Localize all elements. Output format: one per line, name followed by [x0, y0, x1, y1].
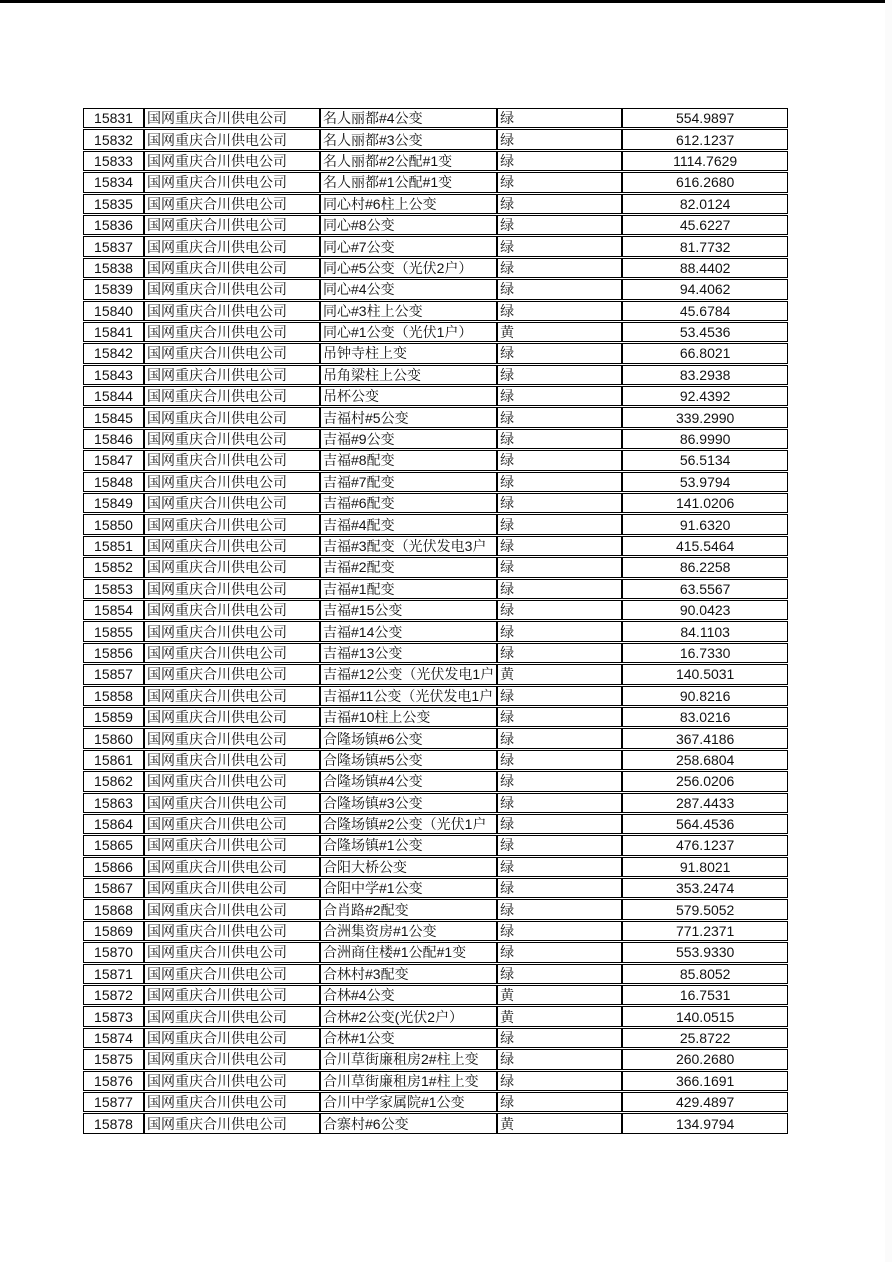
cell-row_id: 15878 — [83, 1113, 144, 1133]
cell-value: 83.2938 — [622, 365, 788, 385]
cell-company: 国网重庆合川供电公司 — [144, 1113, 320, 1133]
cell-company: 国网重庆合川供电公司 — [144, 835, 320, 855]
cell-row_id: 15873 — [83, 1006, 144, 1026]
cell-company: 国网重庆合川供电公司 — [144, 172, 320, 192]
cell-company: 国网重庆合川供电公司 — [144, 899, 320, 919]
cell-status: 绿 — [497, 557, 622, 577]
cell-company: 国网重庆合川供电公司 — [144, 728, 320, 748]
cell-device: 吉福#10柱上公变 — [320, 707, 497, 727]
cell-status: 绿 — [497, 707, 622, 727]
cell-status: 绿 — [497, 878, 622, 898]
cell-status: 绿 — [497, 686, 622, 706]
cell-value: 612.1237 — [622, 129, 788, 149]
cell-status: 绿 — [497, 942, 622, 962]
cell-row_id: 15866 — [83, 857, 144, 877]
cell-row_id: 15838 — [83, 258, 144, 278]
cell-status: 绿 — [497, 1092, 622, 1112]
cell-company: 国网重庆合川供电公司 — [144, 1028, 320, 1048]
cell-company: 国网重庆合川供电公司 — [144, 236, 320, 256]
cell-value: 260.2680 — [622, 1049, 788, 1069]
cell-status: 黄 — [497, 1113, 622, 1133]
cell-row_id: 15848 — [83, 472, 144, 492]
cell-value: 564.4536 — [622, 814, 788, 834]
cell-status: 绿 — [497, 301, 622, 321]
cell-value: 66.8021 — [622, 343, 788, 363]
cell-status: 绿 — [497, 450, 622, 470]
cell-row_id: 15849 — [83, 493, 144, 513]
cell-company: 国网重庆合川供电公司 — [144, 536, 320, 556]
cell-row_id: 15852 — [83, 557, 144, 577]
table-row — [83, 365, 788, 385]
cell-device: 吉福#3配变（光伏发电3户 — [320, 536, 497, 556]
cell-company: 国网重庆合川供电公司 — [144, 707, 320, 727]
cell-value: 256.0206 — [622, 771, 788, 791]
table-row — [83, 129, 788, 149]
cell-status: 绿 — [497, 728, 622, 748]
cell-device: 合林#4公变 — [320, 985, 497, 1005]
cell-row_id: 15834 — [83, 172, 144, 192]
cell-value: 91.8021 — [622, 857, 788, 877]
cell-row_id: 15867 — [83, 878, 144, 898]
cell-row_id: 15861 — [83, 750, 144, 770]
cell-company: 国网重庆合川供电公司 — [144, 514, 320, 534]
table-row — [83, 793, 788, 813]
cell-device: 吊杯公变 — [320, 386, 497, 406]
cell-device: 合隆场镇#3公变 — [320, 793, 497, 813]
cell-company: 国网重庆合川供电公司 — [144, 194, 320, 214]
cell-value: 83.0216 — [622, 707, 788, 727]
table-row — [83, 407, 788, 427]
cell-status: 绿 — [497, 921, 622, 941]
cell-status: 黄 — [497, 1006, 622, 1026]
cell-device: 合阳大桥公变 — [320, 857, 497, 877]
cell-company: 国网重庆合川供电公司 — [144, 878, 320, 898]
cell-row_id: 15839 — [83, 279, 144, 299]
cell-device: 合洲商住楼#1公配#1变 — [320, 942, 497, 962]
cell-value: 1114.7629 — [622, 151, 788, 171]
cell-row_id: 15833 — [83, 151, 144, 171]
top-divider-bar — [0, 0, 892, 3]
cell-device: 名人丽都#1公配#1变 — [320, 172, 497, 192]
table-row — [83, 707, 788, 727]
cell-company: 国网重庆合川供电公司 — [144, 964, 320, 984]
cell-device: 吉福#12公变（光伏发电1户 — [320, 664, 497, 684]
cell-value: 53.9794 — [622, 472, 788, 492]
cell-company: 国网重庆合川供电公司 — [144, 600, 320, 620]
cell-company: 国网重庆合川供电公司 — [144, 1071, 320, 1091]
cell-row_id: 15850 — [83, 514, 144, 534]
cell-device: 同心#4公变 — [320, 279, 497, 299]
table-row — [83, 472, 788, 492]
cell-value: 429.4897 — [622, 1092, 788, 1112]
cell-status: 绿 — [497, 236, 622, 256]
cell-company: 国网重庆合川供电公司 — [144, 215, 320, 235]
cell-device: 吉福#1配变 — [320, 579, 497, 599]
cell-device: 吉福#11公变（光伏发电1户 — [320, 686, 497, 706]
cell-status: 绿 — [497, 814, 622, 834]
cell-company: 国网重庆合川供电公司 — [144, 771, 320, 791]
table-row — [83, 942, 788, 962]
cell-status: 绿 — [497, 151, 622, 171]
table-row — [83, 1006, 788, 1026]
cell-value: 140.5031 — [622, 664, 788, 684]
cell-company: 国网重庆合川供电公司 — [144, 450, 320, 470]
cell-device: 合隆场镇#1公变 — [320, 835, 497, 855]
cell-status: 绿 — [497, 407, 622, 427]
cell-device: 合川草街廉租房1#柱上变 — [320, 1071, 497, 1091]
cell-company: 国网重庆合川供电公司 — [144, 1006, 320, 1026]
cell-status: 绿 — [497, 514, 622, 534]
cell-status: 绿 — [497, 536, 622, 556]
table-row — [83, 343, 788, 363]
table-row — [83, 215, 788, 235]
cell-row_id: 15876 — [83, 1071, 144, 1091]
table-row — [83, 536, 788, 556]
cell-value: 476.1237 — [622, 835, 788, 855]
cell-device: 合洲集资房#1公变 — [320, 921, 497, 941]
table-row — [83, 1071, 788, 1091]
cell-value: 579.5052 — [622, 899, 788, 919]
cell-row_id: 15862 — [83, 771, 144, 791]
cell-status: 绿 — [497, 621, 622, 641]
cell-company: 国网重庆合川供电公司 — [144, 493, 320, 513]
cell-status: 绿 — [497, 1049, 622, 1069]
cell-device: 吊钟寺柱上变 — [320, 343, 497, 363]
table-row — [83, 1113, 788, 1133]
cell-device: 吉福#13公变 — [320, 643, 497, 663]
cell-value: 81.7732 — [622, 236, 788, 256]
cell-value: 63.5567 — [622, 579, 788, 599]
table-row — [83, 857, 788, 877]
table-row — [83, 985, 788, 1005]
table-row — [83, 279, 788, 299]
cell-row_id: 15846 — [83, 429, 144, 449]
cell-device: 吊角梁柱上公变 — [320, 365, 497, 385]
table-container — [83, 107, 788, 1135]
cell-value: 90.8216 — [622, 686, 788, 706]
table-row — [83, 429, 788, 449]
cell-row_id: 15847 — [83, 450, 144, 470]
cell-status: 黄 — [497, 322, 622, 342]
cell-company: 国网重庆合川供电公司 — [144, 942, 320, 962]
cell-row_id: 15858 — [83, 686, 144, 706]
table-row — [83, 194, 788, 214]
cell-device: 吉福#2配变 — [320, 557, 497, 577]
cell-value: 771.2371 — [622, 921, 788, 941]
table-row — [83, 878, 788, 898]
cell-status: 绿 — [497, 750, 622, 770]
cell-device: 吉福#14公变 — [320, 621, 497, 641]
cell-row_id: 15851 — [83, 536, 144, 556]
cell-status: 绿 — [497, 579, 622, 599]
cell-row_id: 15865 — [83, 835, 144, 855]
cell-value: 90.0423 — [622, 600, 788, 620]
cell-company: 国网重庆合川供电公司 — [144, 407, 320, 427]
cell-row_id: 15869 — [83, 921, 144, 941]
cell-row_id: 15831 — [83, 108, 144, 128]
cell-status: 绿 — [497, 386, 622, 406]
cell-status: 绿 — [497, 1028, 622, 1048]
cell-row_id: 15864 — [83, 814, 144, 834]
cell-row_id: 15859 — [83, 707, 144, 727]
cell-device: 合阳中学#1公变 — [320, 878, 497, 898]
cell-company: 国网重庆合川供电公司 — [144, 129, 320, 149]
cell-device: 同心#1公变（光伏1户） — [320, 322, 497, 342]
cell-status: 绿 — [497, 108, 622, 128]
cell-company: 国网重庆合川供电公司 — [144, 429, 320, 449]
table-row — [83, 643, 788, 663]
cell-value: 616.2680 — [622, 172, 788, 192]
cell-device: 名人丽都#2公配#1变 — [320, 151, 497, 171]
cell-row_id: 15843 — [83, 365, 144, 385]
cell-value: 94.4062 — [622, 279, 788, 299]
cell-company: 国网重庆合川供电公司 — [144, 258, 320, 278]
cell-company: 国网重庆合川供电公司 — [144, 814, 320, 834]
table-row — [83, 172, 788, 192]
cell-row_id: 15875 — [83, 1049, 144, 1069]
table-row — [83, 557, 788, 577]
cell-row_id: 15871 — [83, 964, 144, 984]
table-row — [83, 686, 788, 706]
table-row — [83, 151, 788, 171]
cell-row_id: 15842 — [83, 343, 144, 363]
cell-value: 415.5464 — [622, 536, 788, 556]
cell-status: 绿 — [497, 1071, 622, 1091]
cell-value: 88.4402 — [622, 258, 788, 278]
cell-row_id: 15853 — [83, 579, 144, 599]
cell-device: 吉福#6配变 — [320, 493, 497, 513]
cell-device: 吉福#15公变 — [320, 600, 497, 620]
table-row — [83, 899, 788, 919]
cell-company: 国网重庆合川供电公司 — [144, 579, 320, 599]
cell-value: 84.1103 — [622, 621, 788, 641]
cell-row_id: 15870 — [83, 942, 144, 962]
cell-device: 同心#3柱上公变 — [320, 301, 497, 321]
cell-value: 45.6784 — [622, 301, 788, 321]
cell-status: 绿 — [497, 600, 622, 620]
cell-status: 绿 — [497, 429, 622, 449]
cell-device: 合隆场镇#5公变 — [320, 750, 497, 770]
cell-device: 合寨村#6公变 — [320, 1113, 497, 1133]
cell-device: 吉福#9公变 — [320, 429, 497, 449]
table-row — [83, 728, 788, 748]
table-row — [83, 258, 788, 278]
cell-company: 国网重庆合川供电公司 — [144, 985, 320, 1005]
cell-company: 国网重庆合川供电公司 — [144, 472, 320, 492]
cell-row_id: 15877 — [83, 1092, 144, 1112]
table-row — [83, 1092, 788, 1112]
cell-device: 合肖路#2配变 — [320, 899, 497, 919]
cell-company: 国网重庆合川供电公司 — [144, 793, 320, 813]
cell-company: 国网重庆合川供电公司 — [144, 921, 320, 941]
cell-row_id: 15863 — [83, 793, 144, 813]
cell-row_id: 15857 — [83, 664, 144, 684]
cell-value: 16.7531 — [622, 985, 788, 1005]
cell-row_id: 15837 — [83, 236, 144, 256]
cell-status: 绿 — [497, 771, 622, 791]
table-row — [83, 664, 788, 684]
cell-status: 绿 — [497, 857, 622, 877]
cell-row_id: 15844 — [83, 386, 144, 406]
cell-status: 绿 — [497, 258, 622, 278]
cell-status: 绿 — [497, 835, 622, 855]
cell-row_id: 15832 — [83, 129, 144, 149]
cell-device: 同心#5公变（光伏2户） — [320, 258, 497, 278]
cell-value: 366.1691 — [622, 1071, 788, 1091]
cell-company: 国网重庆合川供电公司 — [144, 557, 320, 577]
cell-company: 国网重庆合川供电公司 — [144, 279, 320, 299]
table-row — [83, 921, 788, 941]
cell-device: 合林#1公变 — [320, 1028, 497, 1048]
table-row — [83, 514, 788, 534]
cell-row_id: 15868 — [83, 899, 144, 919]
cell-device: 名人丽都#4公变 — [320, 108, 497, 128]
table-row — [83, 814, 788, 834]
cell-row_id: 15845 — [83, 407, 144, 427]
table-row — [83, 771, 788, 791]
cell-device: 合川中学家属院#1公变 — [320, 1092, 497, 1112]
cell-company: 国网重庆合川供电公司 — [144, 322, 320, 342]
cell-value: 258.6804 — [622, 750, 788, 770]
cell-status: 绿 — [497, 793, 622, 813]
table-row — [83, 1049, 788, 1069]
cell-status: 黄 — [497, 985, 622, 1005]
cell-value: 86.2258 — [622, 557, 788, 577]
cell-row_id: 15872 — [83, 985, 144, 1005]
page-right-edge — [885, 0, 892, 1262]
table-row — [83, 322, 788, 342]
cell-status: 绿 — [497, 493, 622, 513]
cell-row_id: 15860 — [83, 728, 144, 748]
cell-value: 86.9990 — [622, 429, 788, 449]
cell-status: 绿 — [497, 899, 622, 919]
table-body — [83, 108, 788, 1134]
cell-value: 92.4392 — [622, 386, 788, 406]
cell-status: 绿 — [497, 343, 622, 363]
table-row — [83, 386, 788, 406]
cell-row_id: 15840 — [83, 301, 144, 321]
table-row — [83, 579, 788, 599]
cell-status: 绿 — [497, 129, 622, 149]
cell-row_id: 15854 — [83, 600, 144, 620]
table-row — [83, 301, 788, 321]
cell-device: 合川草街廉租房2#柱上变 — [320, 1049, 497, 1069]
cell-company: 国网重庆合川供电公司 — [144, 857, 320, 877]
cell-device: 同心村#6柱上公变 — [320, 194, 497, 214]
cell-status: 绿 — [497, 194, 622, 214]
cell-device: 合隆场镇#2公变（光伏1户 — [320, 814, 497, 834]
cell-value: 367.4186 — [622, 728, 788, 748]
cell-status: 黄 — [497, 664, 622, 684]
table-row — [83, 750, 788, 770]
cell-row_id: 15856 — [83, 643, 144, 663]
cell-value: 45.6227 — [622, 215, 788, 235]
cell-row_id: 15836 — [83, 215, 144, 235]
cell-company: 国网重庆合川供电公司 — [144, 151, 320, 171]
cell-value: 53.4536 — [622, 322, 788, 342]
cell-value: 140.0515 — [622, 1006, 788, 1026]
cell-value: 287.4433 — [622, 793, 788, 813]
cell-value: 353.2474 — [622, 878, 788, 898]
cell-company: 国网重庆合川供电公司 — [144, 108, 320, 128]
cell-device: 合林#2公变(光伏2户） — [320, 1006, 497, 1026]
table-row — [83, 621, 788, 641]
cell-company: 国网重庆合川供电公司 — [144, 343, 320, 363]
cell-device: 名人丽都#3公变 — [320, 129, 497, 149]
cell-row_id: 15835 — [83, 194, 144, 214]
cell-row_id: 15874 — [83, 1028, 144, 1048]
cell-company: 国网重庆合川供电公司 — [144, 386, 320, 406]
cell-device: 合隆场镇#4公变 — [320, 771, 497, 791]
cell-company: 国网重庆合川供电公司 — [144, 621, 320, 641]
cell-value: 25.8722 — [622, 1028, 788, 1048]
table-row — [83, 964, 788, 984]
cell-status: 绿 — [497, 643, 622, 663]
cell-device: 吉福#4配变 — [320, 514, 497, 534]
cell-company: 国网重庆合川供电公司 — [144, 643, 320, 663]
cell-device: 合林村#3配变 — [320, 964, 497, 984]
cell-status: 绿 — [497, 279, 622, 299]
cell-company: 国网重庆合川供电公司 — [144, 664, 320, 684]
table-row — [83, 450, 788, 470]
table-row — [83, 108, 788, 128]
cell-company: 国网重庆合川供电公司 — [144, 750, 320, 770]
cell-company: 国网重庆合川供电公司 — [144, 301, 320, 321]
cell-company: 国网重庆合川供电公司 — [144, 686, 320, 706]
cell-value: 141.0206 — [622, 493, 788, 513]
cell-value: 554.9897 — [622, 108, 788, 128]
cell-status: 绿 — [497, 472, 622, 492]
cell-company: 国网重庆合川供电公司 — [144, 1049, 320, 1069]
cell-status: 绿 — [497, 172, 622, 192]
cell-value: 91.6320 — [622, 514, 788, 534]
cell-device: 吉福#8配变 — [320, 450, 497, 470]
table-row — [83, 493, 788, 513]
cell-value: 56.5134 — [622, 450, 788, 470]
cell-row_id: 15841 — [83, 322, 144, 342]
cell-status: 绿 — [497, 365, 622, 385]
cell-status: 绿 — [497, 964, 622, 984]
cell-device: 同心#8公变 — [320, 215, 497, 235]
table-row — [83, 236, 788, 256]
cell-company: 国网重庆合川供电公司 — [144, 365, 320, 385]
cell-value: 85.8052 — [622, 964, 788, 984]
cell-device: 吉福村#5公变 — [320, 407, 497, 427]
cell-device: 合隆场镇#6公变 — [320, 728, 497, 748]
table-row — [83, 600, 788, 620]
cell-value: 134.9794 — [622, 1113, 788, 1133]
cell-value: 553.9330 — [622, 942, 788, 962]
cell-status: 绿 — [497, 215, 622, 235]
cell-row_id: 15855 — [83, 621, 144, 641]
cell-device: 吉福#7配变 — [320, 472, 497, 492]
cell-device: 同心#7公变 — [320, 236, 497, 256]
table-row — [83, 1028, 788, 1048]
cell-value: 82.0124 — [622, 194, 788, 214]
transformer-table — [83, 107, 788, 1135]
cell-company: 国网重庆合川供电公司 — [144, 1092, 320, 1112]
cell-value: 339.2990 — [622, 407, 788, 427]
table-row — [83, 835, 788, 855]
cell-value: 16.7330 — [622, 643, 788, 663]
